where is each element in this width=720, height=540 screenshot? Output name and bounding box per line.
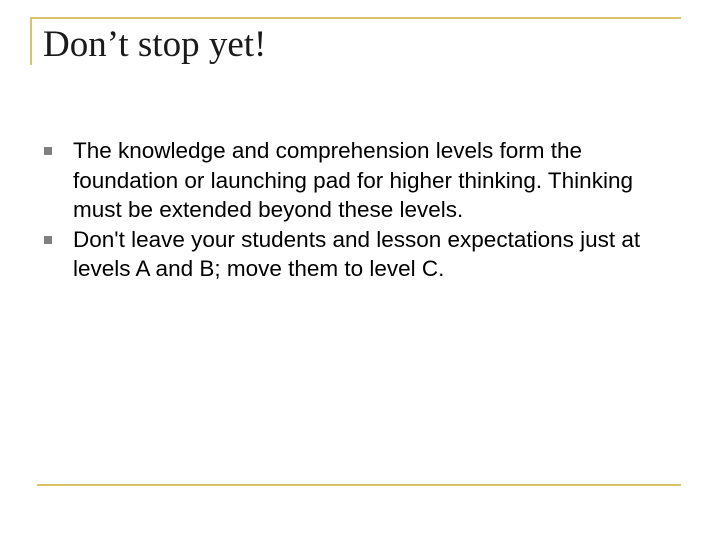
bottom-divider-line	[37, 484, 681, 486]
square-bullet-icon	[44, 236, 52, 244]
top-divider-line	[30, 17, 681, 19]
bullet-item	[40, 136, 680, 225]
bullet-list	[40, 136, 680, 284]
square-bullet-icon	[44, 147, 52, 155]
bullet-item	[40, 225, 680, 284]
title-accent-line	[30, 17, 32, 65]
bullet-text: The knowledge and comprehension levels form the foundation or launching pad for higher thinking. Thinking must be extended beyond these levels.	[73, 138, 633, 222]
bullet-text: Don't leave your students and lesson expectations just at levels A and B; move them to level C.	[73, 226, 641, 281]
slide-title: Don’t stop yet!	[43, 24, 267, 65]
